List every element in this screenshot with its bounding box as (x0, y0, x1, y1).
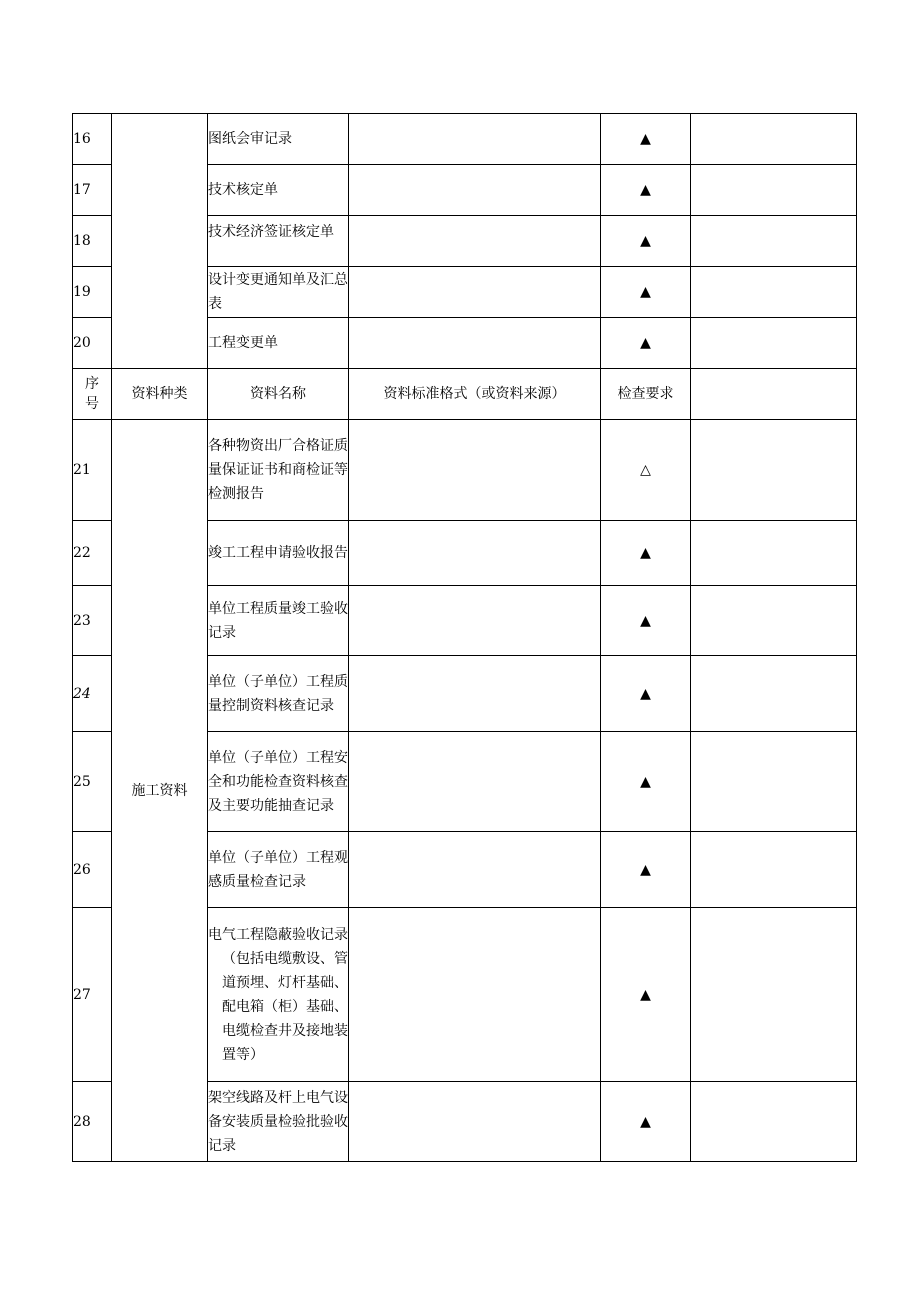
row-number: 18 (73, 216, 112, 267)
blank-cell (691, 114, 857, 165)
material-name: 竣工工程申请验收报告 (208, 521, 349, 586)
material-name: 单位（子单位）工程观感质量检查记录 (208, 832, 349, 908)
material-name: 图纸会审记录 (208, 114, 349, 165)
standard-format (349, 165, 601, 216)
check-requirement: ▲ (601, 732, 691, 832)
blank-cell (691, 420, 857, 521)
blank-cell (691, 1082, 857, 1162)
blank-cell (691, 521, 857, 586)
blank-cell (691, 318, 857, 369)
table-row (73, 114, 857, 165)
header-blank (691, 369, 857, 420)
check-requirement: ▲ (601, 1082, 691, 1162)
material-name: 技术经济签证核定单 (208, 216, 349, 267)
material-name: 单位（子单位）工程安全和功能检查资料核查及主要功能抽查记录 (208, 732, 349, 832)
check-requirement: ▲ (601, 908, 691, 1082)
standard-format (349, 521, 601, 586)
check-requirement: ▲ (601, 114, 691, 165)
header-category: 资料种类 (112, 369, 208, 420)
header-check: 检查要求 (601, 369, 691, 420)
standard-format (349, 656, 601, 732)
material-name-note: （包括电缆敷设、管道预埋、灯杆基础、配电箱（柜）基础、电缆检查井及接地装置等） (222, 950, 348, 1063)
blank-cell (691, 832, 857, 908)
check-requirement: ▲ (601, 586, 691, 656)
material-name: 技术核定单 (208, 165, 349, 216)
blank-cell (691, 216, 857, 267)
standard-format (349, 318, 601, 369)
standard-format (349, 586, 601, 656)
material-name: 单位（子单位）工程质量控制资料核查记录 (208, 656, 349, 732)
category-cell: 施工资料 (112, 420, 208, 1162)
document-table (72, 113, 857, 1162)
row-number: 26 (73, 832, 112, 908)
check-requirement: ▲ (601, 832, 691, 908)
row-number: 19 (73, 267, 112, 318)
standard-format (349, 732, 601, 832)
table-header-row (73, 369, 857, 420)
category-cell (112, 114, 208, 369)
material-name: 工程变更单 (208, 318, 349, 369)
material-name: 架空线路及杆上电气设备安装质量检验批验收记录 (208, 1082, 349, 1162)
blank-cell (691, 908, 857, 1082)
row-number: 27 (73, 908, 112, 1082)
standard-format (349, 216, 601, 267)
blank-cell (691, 165, 857, 216)
row-number: 20 (73, 318, 112, 369)
blank-cell (691, 586, 857, 656)
material-name: 单位工程质量竣工验收记录 (208, 586, 349, 656)
row-number: 24 (73, 656, 112, 732)
header-format: 资料标准格式（或资料来源） (349, 369, 601, 420)
material-name: 各种物资出厂合格证质量保证证书和商检证等检测报告 (208, 420, 349, 521)
standard-format (349, 832, 601, 908)
check-requirement: ▲ (601, 318, 691, 369)
check-requirement: ▲ (601, 165, 691, 216)
check-requirement: △ (601, 420, 691, 521)
check-requirement: ▲ (601, 267, 691, 318)
check-requirement: ▲ (601, 656, 691, 732)
row-number: 23 (73, 586, 112, 656)
standard-format (349, 1082, 601, 1162)
row-number: 17 (73, 165, 112, 216)
row-number: 25 (73, 732, 112, 832)
blank-cell (691, 267, 857, 318)
table-row (73, 420, 857, 521)
material-name: 设计变更通知单及汇总表 (208, 267, 349, 318)
standard-format (349, 908, 601, 1082)
row-number: 16 (73, 114, 112, 165)
standard-format (349, 420, 601, 521)
blank-cell (691, 732, 857, 832)
row-number: 22 (73, 521, 112, 586)
header-number: 序号 (73, 369, 112, 420)
material-name: 电气工程隐蔽验收记录 (208, 926, 348, 943)
check-requirement: ▲ (601, 216, 691, 267)
header-name: 资料名称 (208, 369, 349, 420)
standard-format (349, 267, 601, 318)
standard-format (349, 114, 601, 165)
blank-cell (691, 656, 857, 732)
material-name-cell (208, 908, 349, 1082)
check-requirement: ▲ (601, 521, 691, 586)
row-number: 28 (73, 1082, 112, 1162)
row-number: 21 (73, 420, 112, 521)
